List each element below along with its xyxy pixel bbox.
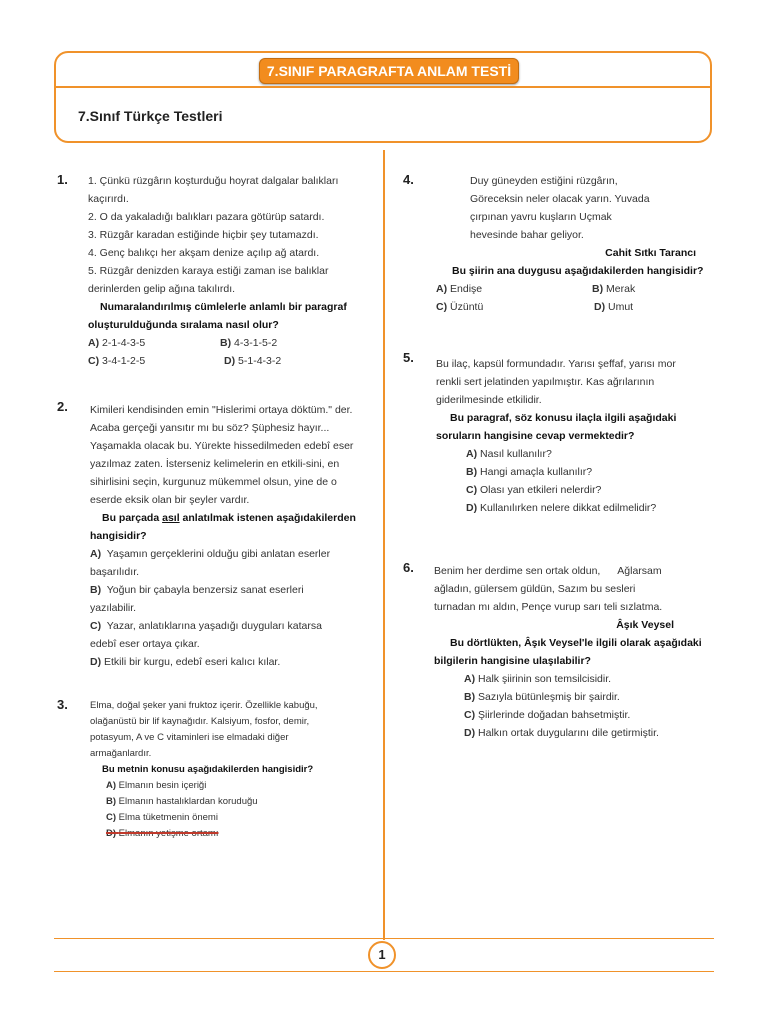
- text-line: 4. Genç balıkçı her akşam denize açılıp ağ atardı.: [88, 247, 320, 259]
- option-a[interactable]: A) Yaşamın gerçeklerini olduğu gibi anlatan eserler: [90, 548, 331, 560]
- text-line: Kimileri kendisinden emin "Hislerimi ortaya döktüm." der.: [90, 404, 353, 416]
- question-number: 6.: [403, 560, 414, 575]
- option-c[interactable]: C) Üzüntü: [436, 301, 484, 313]
- option-d[interactable]: D) 5-1-4-3-2: [224, 355, 282, 367]
- option-c[interactable]: C) Yazar, anlatıklarına yaşadığı duyguları katarsa: [90, 620, 322, 632]
- option-c-cont: edebî eser ortaya çıkar.: [90, 638, 200, 650]
- text-line: derinlerden gelip ağına takılırdı.: [88, 283, 236, 295]
- text-line: yazılmaz zaten. İsterseniz kelimelerin en etkili-sini, en: [90, 458, 340, 470]
- option-d[interactable]: D) Etkili bir kurgu, edebî eseri kalıcı kılar.: [90, 656, 281, 668]
- text-line: armağanlardır.: [90, 748, 152, 759]
- page-subtitle: 7.Sınıf Türkçe Testleri: [78, 108, 223, 124]
- option-a[interactable]: A) Nasıl kullanılır?: [466, 448, 552, 460]
- text-line: eserde eksik olan bir şeyler vardır.: [90, 494, 250, 506]
- text-line: hevesinde bahar geliyor.: [470, 229, 584, 241]
- option-d[interactable]: D) Elmanın yetişme ortamı: [106, 828, 219, 839]
- page-number: 1: [368, 941, 396, 969]
- question-prompt: bilgilerin hangisine ulaşılabilir?: [434, 655, 591, 667]
- question-1: [88, 172, 378, 370]
- text-line: 3. Rüzgâr karadan estiğinde hiçbir şey tutamazdı.: [88, 229, 319, 241]
- question-number: 4.: [403, 172, 414, 187]
- text-line: 2. O da yakaladığı balıkları pazara götürüp satardı.: [88, 211, 325, 223]
- text-line: çırpınan yavru kuşların Uçmak: [470, 211, 612, 223]
- question-number: 2.: [57, 399, 68, 414]
- text-line: 5. Rüzgâr denizden karaya estiği zaman ise balıklar: [88, 265, 329, 277]
- question-prompt: Bu paragraf, söz konusu ilaçla ilgili aşağıdaki: [450, 412, 677, 424]
- option-b[interactable]: B) Sazıyla bütünleşmiş bir şairdir.: [464, 691, 620, 703]
- option-a[interactable]: A) Halk şiirinin son temsilcisidir.: [464, 673, 612, 685]
- poem-author: Cahit Sıtkı Tarancı: [605, 247, 696, 259]
- option-c[interactable]: C) Olası yan etkileri nelerdir?: [466, 484, 602, 496]
- question-prompt: Numaralandırılmış cümlelerle anlamlı bir paragraf: [100, 301, 347, 313]
- option-b[interactable]: B) Hangi amaçla kullanılır?: [466, 466, 593, 478]
- option-d[interactable]: D) Umut: [594, 301, 634, 313]
- text-line: olağanüstü bir lif kaynağıdır. Kalsiyum, fosfor, demir,: [90, 716, 310, 727]
- question-number: 1.: [57, 172, 68, 187]
- question-6: [434, 562, 734, 742]
- text-line: giderilmesinde etkilidir.: [436, 394, 542, 406]
- option-c[interactable]: C) Şiirlerinde doğadan bahsetmiştir.: [464, 709, 631, 721]
- option-a-cont: başarılıdır.: [90, 566, 140, 578]
- question-prompt: hangisidir?: [90, 530, 147, 542]
- text-line: renkli sert jelatinden yapılmıştır. Kas ağrılarının: [436, 376, 655, 388]
- question-2: [90, 401, 380, 671]
- question-number: 5.: [403, 350, 414, 365]
- option-c[interactable]: C) Elma tüketmenin önemi: [106, 812, 218, 823]
- text-line: Duy güneyden estiğini rüzgârın,: [470, 175, 618, 187]
- option-a[interactable]: A) Elmanın besin içeriği: [106, 780, 207, 791]
- header-box: [54, 51, 712, 143]
- text-line: Benim her derdime sen ortak oldun, Ağlarsam: [434, 565, 662, 577]
- question-prompt: Bu şiirin ana duygusu aşağıdakilerden hangisidir?: [452, 265, 704, 277]
- option-b[interactable]: B) Merak: [592, 283, 636, 295]
- option-c[interactable]: C) 3-4-1-2-5: [88, 355, 146, 367]
- option-b-cont: yazılabilir.: [90, 602, 137, 614]
- question-prompt: Bu metnin konusu aşağıdakilerden hangisidir?: [102, 764, 314, 775]
- text-line: Yaşamakla olacak bu. Yürekte hissedilmeden edebî eser: [90, 440, 354, 452]
- text-line: potasyum, A ve C vitaminleri ise elmadaki diğer: [90, 732, 289, 743]
- question-prompt: oluşturulduğunda sıralama nasıl olur?: [88, 319, 279, 331]
- poem-author: Âşık Veysel: [616, 619, 674, 631]
- column-divider: [383, 150, 385, 940]
- option-b[interactable]: B) Elmanın hastalıklardan koruduğu: [106, 796, 258, 807]
- text-line: turnadan mı aldın, Pençe vurup sarı teli sızlatma.: [434, 601, 663, 613]
- footer-line-bottom: [54, 971, 714, 972]
- question-prompt: soruların hangisine cevap vermektedir?: [436, 430, 635, 442]
- option-d[interactable]: D) Halkın ortak duygularını dile getirmiştir.: [464, 727, 659, 739]
- option-b[interactable]: B) 4-3-1-5-2: [220, 337, 278, 349]
- text-line: Göreceksin neler olacak yarın. Yuvada: [470, 193, 650, 205]
- text-line: Bu ilaç, kapsül formundadır. Yarısı şeffaf, yarısı mor: [436, 358, 676, 370]
- question-3: [90, 698, 380, 842]
- option-a[interactable]: A) 2-1-4-3-5: [88, 337, 146, 349]
- header-divider: [56, 86, 710, 88]
- option-b[interactable]: B) Yoğun bir çabayla benzersiz sanat eserleri: [90, 584, 304, 596]
- text-line: ağladın, gülersem güldün, Sazım bu sesleri: [434, 583, 636, 595]
- text-line: Elma, doğal şeker yani fruktoz içerir. Özellikle kabuğu,: [90, 700, 318, 711]
- page-title: 7.SINIF PARAGRAFTA ANLAM TESTİ: [259, 58, 519, 84]
- question-number: 3.: [57, 697, 68, 712]
- text-line: kaçırırdı.: [88, 193, 129, 205]
- option-a[interactable]: A) Endişe: [436, 283, 483, 295]
- option-d[interactable]: D) Kullanılırken nelere dikkat edilmelidir?: [466, 502, 657, 514]
- text-line: 1. Çünkü rüzgârın koşturduğu hoyrat dalgalar balıkları: [88, 175, 339, 187]
- text-line: Acaba gerçeği yansıtır mı bu söz? Şüphesiz hayır...: [90, 422, 330, 434]
- question-prompt: Bu dörtlükten, Âşık Veysel'le ilgili olarak aşağıdaki: [450, 637, 702, 649]
- footer-line-top: [54, 938, 714, 939]
- question-5: [436, 355, 736, 517]
- text-line: sihirlisini seçin, kurgunuz mükemmel olsun, yine de o: [90, 476, 337, 488]
- question-4: [436, 172, 736, 316]
- question-prompt: Bu parçada asıl anlatılmak istenen aşağıdakilerden: [102, 512, 356, 524]
